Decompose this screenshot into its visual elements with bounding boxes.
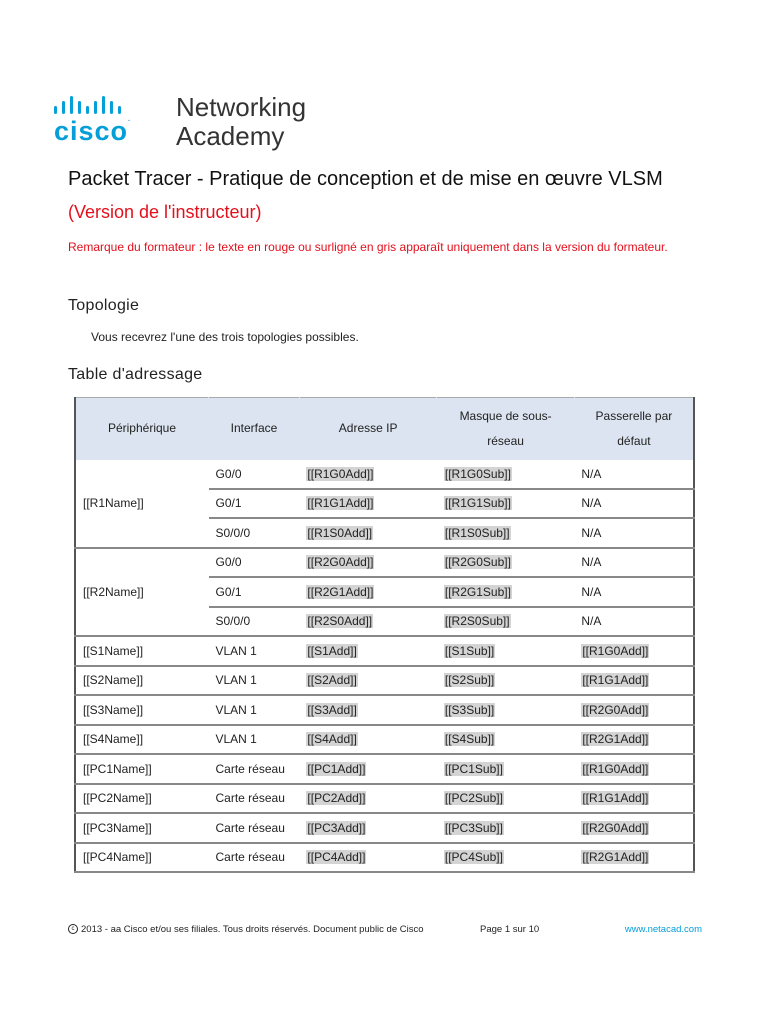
ip-address-cell [299,843,436,873]
default-gateway-cell [574,754,694,784]
subnet-mask-cell-value: [[PC4Sub]] [444,850,503,865]
column-header: Passerelle par défaut [574,398,694,460]
subnet-mask-cell [437,518,574,548]
subnet-mask-cell [437,460,574,489]
ip-address-cell-value: [[S4Add]] [307,732,357,747]
ip-address-cell-value: [[PC4Add]] [307,850,366,865]
table-row [75,843,694,873]
interface-cell: Carte réseau [209,754,300,784]
subnet-mask-cell-value: [[R2G0Sub]] [444,555,511,570]
interface-cell: VLAN 1 [209,636,300,666]
footer-site-link[interactable]: www.netacad.com [624,924,702,935]
table-row [75,754,694,784]
default-gateway-cell-value: [[R1G1Add]] [582,673,649,688]
subnet-mask-cell-value: [[R2G1Sub]] [444,584,511,599]
footer-copyright-text: 2013 - aa Cisco et/ou ses filiales. Tous droits réservés. Document public de Cisco [81,924,424,935]
device-cell: [[S3Name]] [75,695,209,725]
interface-cell: S0/0/0 [209,607,300,637]
ip-address-cell [299,784,436,814]
table-row [75,725,694,755]
subnet-mask-cell [437,754,574,784]
device-cell: [[S4Name]] [75,725,209,755]
default-gateway-cell-value: [[R2G1Add]] [582,732,649,747]
table-row [75,460,694,489]
device-cell: [[PC4Name]] [75,843,209,873]
device-cell: [[PC1Name]] [75,754,209,784]
ip-address-cell [299,489,436,519]
subnet-mask-cell [437,489,574,519]
table-row [75,695,694,725]
ip-address-cell [299,548,436,578]
interface-cell: VLAN 1 [209,725,300,755]
table-body [75,460,694,873]
ip-address-cell [299,607,436,637]
device-cell: [[PC3Name]] [75,813,209,843]
footer-page-number: Page 1 sur 10 [480,924,540,935]
networking-academy-logo [54,92,314,152]
interface-cell: VLAN 1 [209,695,300,725]
default-gateway-cell: N/A [574,518,694,548]
instructor-note: Remarque du formateur : le texte en rouge ou surligné en gris apparaît uniquement dans la version du formateur. [68,240,668,254]
ip-address-cell [299,695,436,725]
interface-cell: G0/0 [209,548,300,578]
table-row [75,548,694,578]
default-gateway-cell [574,695,694,725]
address-table-heading: Table d'adressage [68,366,203,383]
subnet-mask-cell [437,725,574,755]
default-gateway-cell [574,725,694,755]
address-table [74,397,695,873]
footer-copyright [68,924,424,935]
interface-cell: Carte réseau [209,813,300,843]
ip-address-cell [299,577,436,607]
subnet-mask-cell [437,548,574,578]
subnet-mask-cell [437,813,574,843]
subnet-mask-cell [437,843,574,873]
ip-address-cell-value: [[R2G0Add]] [307,555,374,570]
default-gateway-cell [574,813,694,843]
table-row [75,784,694,814]
logo-line-networking: Networking [176,92,307,122]
ip-address-cell-value: [[S2Add]] [307,673,357,688]
ip-address-cell-value: [[PC3Add]] [307,820,366,835]
subnet-mask-cell [437,607,574,637]
subnet-mask-cell [437,666,574,696]
copyright-icon: c [68,924,78,934]
cisco-bars-icon [54,96,140,118]
default-gateway-cell: N/A [574,607,694,637]
subnet-mask-cell-value: [[S2Sub]] [444,673,495,688]
ip-address-cell-value: [[S3Add]] [307,702,357,717]
interface-cell: G0/0 [209,460,300,489]
interface-cell: VLAN 1 [209,666,300,696]
subnet-mask-cell-value: [[S1Sub]] [444,643,495,658]
subnet-mask-cell-value: [[R1G1Sub]] [444,496,511,511]
default-gateway-cell [574,666,694,696]
device-cell: [[S1Name]] [75,636,209,666]
document-title: Packet Tracer - Pratique de conception et de mise en œuvre VLSM [68,168,663,190]
default-gateway-cell-value: [[R2G0Add]] [582,820,649,835]
default-gateway-cell: N/A [574,460,694,489]
device-cell: [[R2Name]] [75,548,209,637]
ip-address-cell-value: [[R1S0Add]] [307,525,373,540]
subnet-mask-cell [437,695,574,725]
subnet-mask-cell-value: [[PC1Sub]] [444,761,503,776]
default-gateway-cell-value: [[R2G0Add]] [582,702,649,717]
ip-address-cell-value: [[R2S0Add]] [307,614,373,629]
default-gateway-cell [574,784,694,814]
subnet-mask-cell-value: [[S3Sub]] [444,702,495,717]
default-gateway-cell-value: [[R2G1Add]] [582,850,649,865]
ip-address-cell [299,754,436,784]
column-header: Interface [209,398,300,460]
subnet-mask-cell-value: [[R1G0Sub]] [444,466,511,481]
table-header-row [75,398,694,460]
subnet-mask-cell-value: [[R2S0Sub]] [444,614,510,629]
default-gateway-cell-value: [[R1G1Add]] [582,791,649,806]
cisco-wordmark: cisco. [54,116,131,146]
ip-address-cell [299,725,436,755]
ip-address-cell [299,666,436,696]
table-row [75,813,694,843]
column-header: Adresse IP [299,398,436,460]
default-gateway-cell-value: [[R1G0Add]] [582,643,649,658]
ip-address-cell [299,636,436,666]
subnet-mask-cell-value: [[R1S0Sub]] [444,525,510,540]
document-subtitle: (Version de l'instructeur) [68,202,262,222]
table-row [75,666,694,696]
interface-cell: Carte réseau [209,784,300,814]
topology-text: Vous recevrez l'une des trois topologies possibles. [91,330,359,344]
subnet-mask-cell-value: [[S4Sub]] [444,732,495,747]
device-cell: [[PC2Name]] [75,784,209,814]
ip-address-cell-value: [[R1G1Add]] [307,496,374,511]
subnet-mask-cell [437,636,574,666]
ip-address-cell-value: [[S1Add]] [307,643,357,658]
default-gateway-cell [574,843,694,873]
topology-heading: Topologie [68,297,140,314]
default-gateway-cell: N/A [574,577,694,607]
ip-address-cell [299,518,436,548]
ip-address-cell-value: [[PC2Add]] [307,791,366,806]
device-cell: [[S2Name]] [75,666,209,696]
interface-cell: G0/1 [209,489,300,519]
ip-address-cell-value: [[R2G1Add]] [307,584,374,599]
default-gateway-cell [574,636,694,666]
subnet-mask-cell-value: [[PC2Sub]] [444,791,503,806]
ip-address-cell-value: [[PC1Add]] [307,761,366,776]
default-gateway-cell-value: [[R1G0Add]] [582,761,649,776]
default-gateway-cell: N/A [574,489,694,519]
device-cell: [[R1Name]] [75,460,209,548]
subnet-mask-cell [437,577,574,607]
subnet-mask-cell [437,784,574,814]
ip-address-cell-value: [[R1G0Add]] [307,466,374,481]
column-header: Périphérique [75,398,209,460]
default-gateway-cell: N/A [574,548,694,578]
ip-address-cell [299,460,436,489]
logo-line-academy: Academy [176,121,285,151]
interface-cell: Carte réseau [209,843,300,873]
column-header: Masque de sous- réseau [437,398,574,460]
interface-cell: G0/1 [209,577,300,607]
interface-cell: S0/0/0 [209,518,300,548]
ip-address-cell [299,813,436,843]
table-row [75,636,694,666]
subnet-mask-cell-value: [[PC3Sub]] [444,820,503,835]
